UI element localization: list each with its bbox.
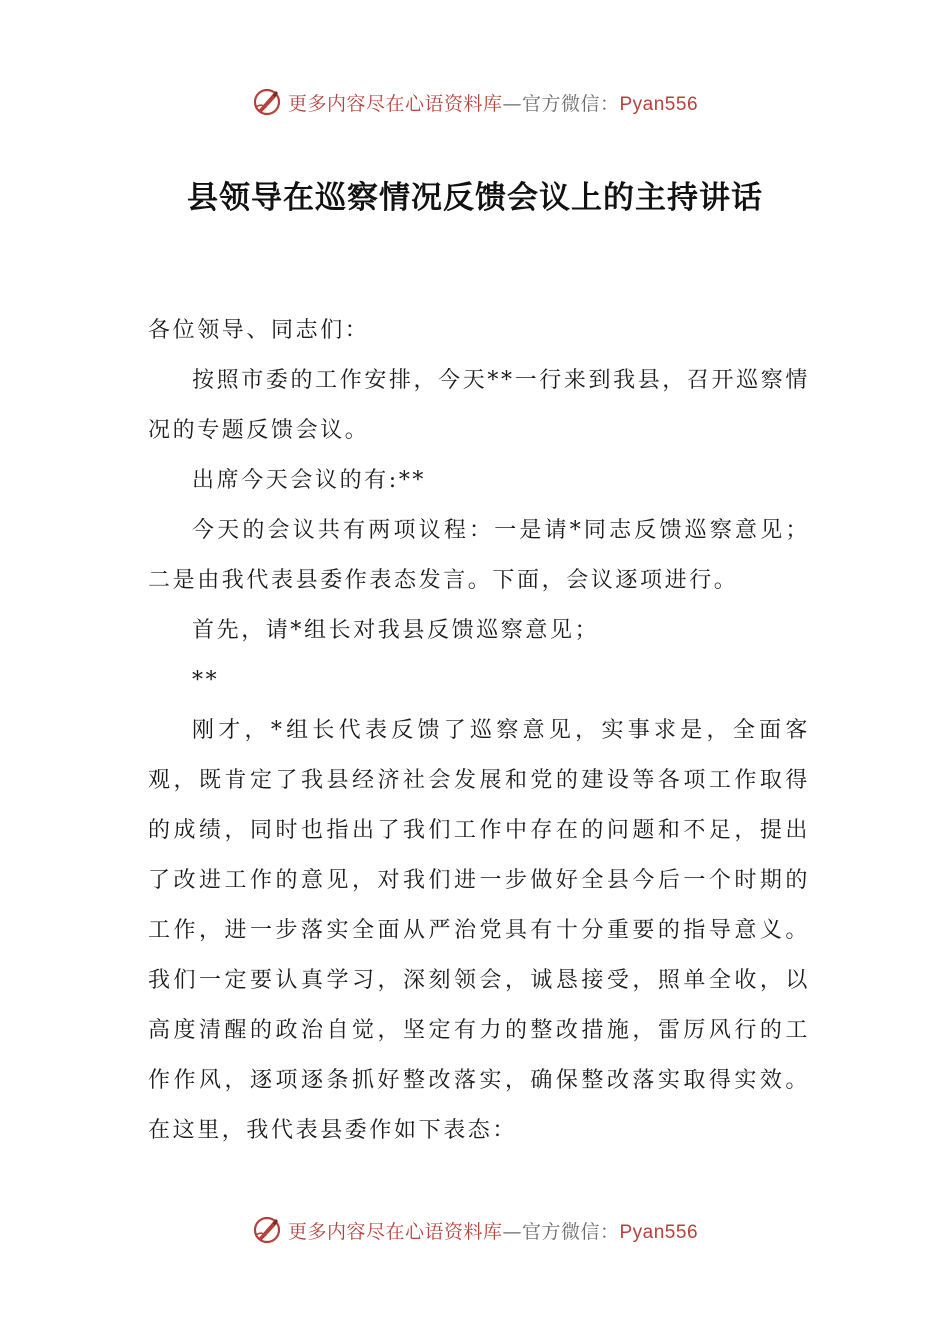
paragraph: 刚才，*组长代表反馈了巡察意见，实事求是，全面客观，既肯定了我县经济社会发展和党的建设等各项工作取得的成绩，同时也指出了我们工作中存在的问题和不足，提出了改进工作的意见，对我们进一步做好全县今后一个时期的工作，进一步落实全面从严治党具有十分重要的指导意义。我们一定要认真学习，深刻领会，诚恳接受，照单全收，以高度清醒的政治自觉，坚定有力的整改措施，雷厉风行的工作作风，逐项逐条抓好整改落实，确保整改落实取得实效。在这里，我代表县委作如下表态：: [148, 718, 810, 1143]
document-title: 县领导在巡察情况反馈会议上的主持讲话: [187, 180, 763, 216]
salutation: 各位领导、同志们：: [148, 318, 370, 343]
watermark-label: [288, 1217, 698, 1244]
paragraph: **: [192, 668, 220, 693]
watermark-text: 更多内容尽在心语资料库: [287, 92, 503, 115]
paragraph: 今天的会议共有两项议程：一是请*同志反馈巡察意见；二是由我代表县委作表态发言。下面，会议逐项进行。: [148, 518, 810, 593]
paragraph: 出席今天会议的有:**: [192, 468, 427, 493]
watermark-label: [288, 89, 698, 116]
watermark-separator: —官方微信：: [502, 92, 620, 115]
pen-logo-icon: [252, 1215, 282, 1245]
paragraph: 按照市委的工作安排，今天**一行来到我县，召开巡察情况的专题反馈会议。: [148, 368, 810, 443]
paragraph: 首先，请*组长对我县反馈巡察意见；: [192, 618, 600, 643]
watermark-wechat-id: Pyan556: [619, 93, 699, 115]
pen-logo-icon: [252, 87, 282, 117]
watermark-text: 更多内容尽在心语资料库: [287, 1220, 503, 1243]
footer-watermark: [0, 1210, 950, 1250]
header-watermark: [0, 82, 950, 122]
watermark-separator: —官方微信：: [502, 1220, 620, 1243]
watermark-wechat-id: Pyan556: [619, 1221, 699, 1243]
document-body: [148, 306, 810, 1156]
